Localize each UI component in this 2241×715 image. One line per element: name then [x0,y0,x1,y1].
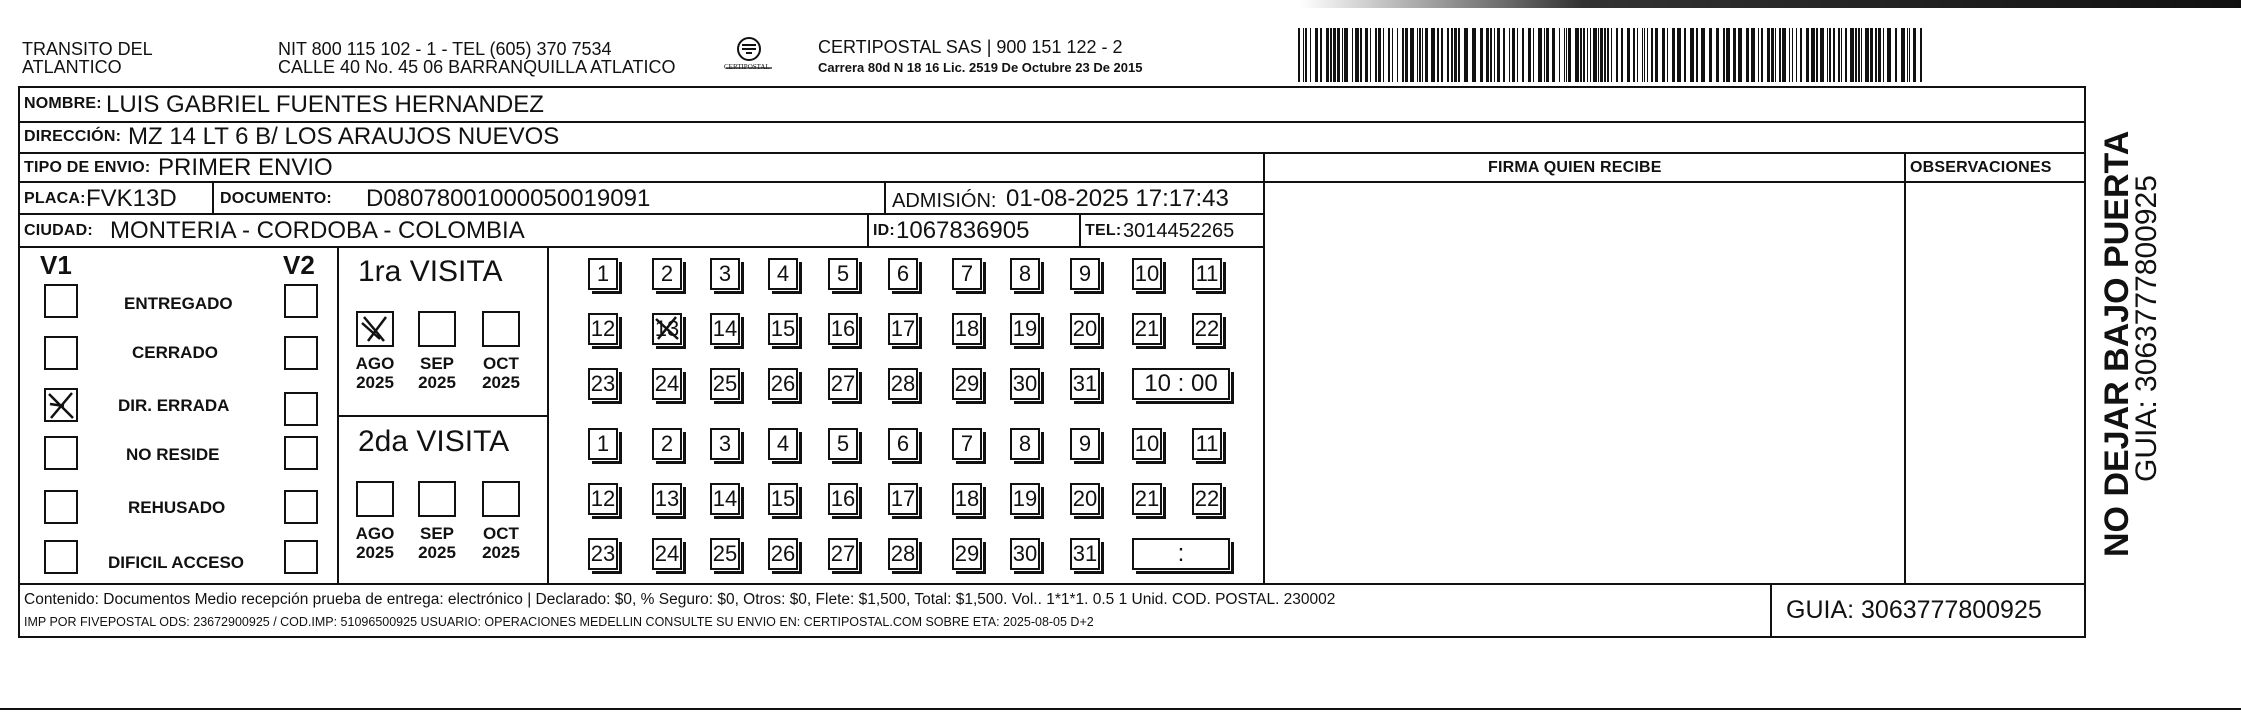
barcode-bar [1580,28,1582,82]
barcode-bar [1690,28,1694,82]
status-label: DIFICIL ACCESO [108,553,245,572]
barcode-bar [1746,28,1749,82]
day-box-9[interactable]: 9 [1070,258,1100,290]
barcode-bar [1392,28,1393,82]
barcode-bar [1464,28,1468,82]
tipo-envio-label: TIPO DE ENVIO: [24,159,151,176]
barcode-bar [1782,28,1786,82]
barcode-bar [1800,28,1802,82]
barcode-bar [1644,28,1645,82]
day-box-17[interactable]: 17 [888,483,918,515]
day-box-11[interactable]: 11 [1192,428,1222,460]
day-box-7[interactable]: 7 [952,258,982,290]
month-label: AGO [355,354,395,373]
status-label: CERRADO [132,343,218,362]
barcode-bar [1920,28,1922,82]
day-box-4[interactable]: 4 [768,258,798,290]
v2-checkbox[interactable] [284,490,318,524]
month-checkbox[interactable] [418,481,456,517]
day-box-31[interactable]: 31 [1070,538,1100,570]
day-box-1[interactable]: 1 [588,258,618,290]
placa-label: PLACA: [24,190,86,207]
day-box-30[interactable]: 30 [1010,368,1040,400]
month-year: 2025 [356,543,394,562]
row-divider-4 [18,213,1264,215]
day-box-13[interactable] [652,313,682,345]
v1-checkbox[interactable] [44,336,78,370]
barcode-bar [1878,28,1881,82]
barcode-bar [1568,28,1571,82]
day-box-18[interactable]: 18 [952,483,982,515]
barcode-bar [1604,28,1606,82]
month-year: 2025 [482,543,520,562]
barcode-bar [1667,28,1668,82]
barcode-bar [1767,28,1770,82]
barcode-bar [1566,28,1567,82]
no-dejar-notice: NO DEJAR BAJO PUERTA [2098,130,2136,557]
status-label: NO RESIDE [126,445,220,464]
v2-checkbox[interactable] [284,392,318,426]
barcode-bar [1633,28,1635,82]
barcode-bar [1410,28,1414,82]
barcode-bar [1716,28,1719,82]
barcode-bar [1388,28,1390,82]
barcode-bar [1677,28,1681,82]
day-box-5[interactable]: 5 [828,428,858,460]
barcode-bar [1344,28,1348,82]
barcode-bar [1751,28,1755,82]
barcode-bar [1672,28,1675,82]
month-checkbox[interactable] [482,311,520,347]
day-box-3[interactable]: 3 [710,428,740,460]
day-box-4[interactable]: 4 [768,428,798,460]
barcode-bar [1333,28,1336,82]
barcode-bar [1528,28,1531,82]
day-box-23[interactable]: 23 [588,368,618,400]
months-divider [547,246,549,583]
day-box-23[interactable]: 23 [588,538,618,570]
status-label: DIR. ERRADA [118,396,230,415]
barcode-bar [1326,28,1329,82]
barcode-bar [1472,28,1476,82]
barcode-bar [1360,28,1362,82]
day-box-19[interactable]: 19 [1010,483,1040,515]
barcode-bar [1538,28,1542,82]
day-box-25[interactable]: 25 [710,538,740,570]
barcode-bar [1820,28,1824,82]
barcode-bar [1583,28,1585,82]
month-checkbox[interactable] [356,481,394,517]
day-box-6[interactable]: 6 [888,258,918,290]
barcode-bar [1709,28,1712,82]
month-checkbox[interactable] [418,311,456,347]
barcode-bar [1512,28,1515,82]
month-year: 2025 [418,373,456,392]
footer-print-info: IMP POR FIVEPOSTAL ODS: 23672900925 / COD.IMP: 51096500925 USUARIO: OPERACIONES MEDELLIN CONSULTE SU ENVIO EN: CERTIPOSTAL.COM SOBRE ETA: 2025-08-05 D+2 [24,615,1094,629]
day-box-22[interactable]: 22 [1192,313,1222,345]
day-box-6[interactable]: 6 [888,428,918,460]
barcode-bar [1621,28,1623,82]
barcode-bar [1758,28,1759,82]
day-box-10[interactable]: 10 [1132,258,1162,290]
month-year: 2025 [418,543,456,562]
month-checkbox-checked[interactable] [356,311,394,347]
direccion-label: DIRECCIÓN: [24,128,122,145]
day-box-3[interactable]: 3 [710,258,740,290]
day-box-16[interactable]: 16 [828,313,858,345]
day-box-27[interactable]: 27 [828,538,858,570]
documento-label: DOCUMENTO: [220,190,332,207]
barcode-bar [1723,28,1725,82]
day-box-10[interactable]: 10 [1132,428,1162,460]
barcode-bar [1647,28,1648,82]
barcode-bar [1425,28,1428,82]
barcode-bar [1816,28,1818,82]
barcode-bar [1827,28,1828,82]
barcode-bar [1522,28,1524,82]
day-box-2[interactable]: 2 [652,258,682,290]
tel-label: TEL: [1085,222,1122,239]
carrier-line: CERTIPOSTAL SAS | 900 151 122 - 2 [818,37,1123,57]
barcode-bar [1865,28,1869,82]
day-box-5[interactable]: 5 [828,258,858,290]
obs-divider [1904,152,1906,583]
logo-text: CERTIPOSTAL [724,63,770,71]
org-name-line1: TRANSITO DEL [22,39,153,59]
ciudad-label: CIUDAD: [24,222,93,239]
v1-label: V1 [40,250,72,280]
day-box-29[interactable]: 29 [952,538,982,570]
barcode-bar [1775,28,1776,82]
barcode-bar [1858,28,1860,82]
day-number: 13 [654,316,680,341]
month-label: OCT [483,354,519,373]
barcode-bar [1696,28,1698,82]
barcode-bar [1655,28,1658,82]
barcode-bar [1901,28,1905,82]
barcode-bar [1611,28,1612,82]
month-year: 2025 [482,373,520,392]
side-guia: GUIA: 3063777800925 [2130,175,2163,482]
barcode-bar [1761,28,1763,82]
firma-divider [1263,152,1265,583]
barcode-bar [1855,28,1857,82]
row-divider-3 [18,181,2086,183]
month-label: AGO [355,524,395,543]
v2-checkbox[interactable] [284,284,318,318]
top-edge-strip [1300,0,2241,8]
status-label: ENTREGADO [124,294,233,313]
barcode-bar [1305,28,1307,82]
barcode-bar [1397,28,1398,82]
day-box-22[interactable]: 22 [1192,483,1222,515]
barcode-bar [1796,28,1797,82]
footer-contents: Contenido: Documentos Medio recepción prueba de entrega: electrónico | Declarado: $0, % Seguro: $0, Otros: $0, Flete: $1,500, Total: $1,500. Vol.. 1*1*1. 0.5 1 Unid. COD. POSTAL. 230002 [24,591,1336,608]
barcode-bar [1503,28,1505,82]
barcode-bar [1779,28,1781,82]
barcode-bar [1841,28,1842,82]
barcode-bar [1337,28,1340,82]
barcode-bar [1651,28,1653,82]
row-divider-5 [18,246,1264,248]
bottom-divider [18,583,2086,585]
address-line: CALLE 40 No. 45 06 BARRANQUILLA ATLATICO [278,57,676,77]
day-box-17[interactable]: 17 [888,313,918,345]
barcode-bar [1402,28,1404,82]
barcode-bar [1838,28,1840,82]
v1-checkbox[interactable] [44,436,78,470]
v2-checkbox[interactable] [284,540,318,574]
barcode-bar [1907,28,1908,82]
id-divider [867,213,869,246]
id-label: ID: [873,222,895,239]
barcode-bar [1480,28,1483,82]
barcode-bar [1419,28,1421,82]
barcode [1298,28,1928,82]
nombre-label: NOMBRE: [24,95,102,112]
day-box-9[interactable]: 9 [1070,428,1100,460]
visit-title: 1ra VISITA [358,255,503,288]
barcode-bar [1607,28,1609,82]
placa-divider [212,181,214,213]
barcode-bar [1310,28,1311,82]
barcode-bar [1378,28,1381,82]
barcode-bar [1431,28,1435,82]
barcode-bar [1383,28,1384,82]
day-box-15[interactable]: 15 [768,483,798,515]
barcode-bar [1738,28,1742,82]
v2-label: V2 [283,250,315,280]
barcode-bar [1458,28,1460,82]
barcode-bar [1590,28,1591,82]
barcode-bar [1913,28,1916,82]
visit-separator [338,415,548,417]
barcode-bar [1342,28,1343,82]
barcode-bar [1417,28,1418,82]
tipo-envio-value: PRIMER ENVIO [158,154,333,181]
barcode-bar [1829,28,1831,82]
day-box-24[interactable]: 24 [652,368,682,400]
barcode-bar [1517,28,1518,82]
nit-line: NIT 800 115 102 - 1 - TEL (605) 370 7534 [278,39,612,59]
barcode-bar [1320,28,1322,82]
barcode-bar [1883,28,1884,82]
handwritten-x-icon [46,390,76,420]
barcode-bar [1447,28,1449,82]
barcode-bar [1509,28,1510,82]
barcode-bar [1533,28,1534,82]
v1-checkbox[interactable] [44,490,78,524]
barcode-bar [1811,28,1815,82]
barcode-bar [1564,28,1565,82]
day-box-14[interactable]: 14 [710,483,740,515]
month-label: SEP [419,354,455,373]
logo-icon [718,36,780,80]
v1-checkbox-checked[interactable] [44,388,78,422]
day-box-12[interactable]: 12 [588,313,618,345]
barcode-bar [1375,28,1377,82]
time-box[interactable]: 10 : 00 [1132,368,1230,400]
visit-title: 2da VISITA [358,425,510,458]
month-label: OCT [483,524,519,543]
barcode-bar [1642,28,1643,82]
barcode-bar [1315,28,1318,82]
barcode-bar [1587,28,1588,82]
month-year: 2025 [356,373,394,392]
barcode-bar [1701,28,1705,82]
nombre-value: LUIS GABRIEL FUENTES HERNANDEZ [106,91,544,118]
barcode-bar [1887,28,1891,82]
handwritten-x-icon [358,313,392,345]
barcode-bar [1330,28,1332,82]
day-box-13[interactable]: 13 [652,483,682,515]
day-box-24[interactable]: 24 [652,538,682,570]
barcode-bar [1559,28,1560,82]
barcode-bar [1298,28,1300,82]
barcode-bar [1733,28,1736,82]
day-box-18[interactable]: 18 [952,313,982,345]
time-box[interactable]: : [1132,538,1230,570]
handwritten-x-icon [652,313,682,343]
barcode-bar [1771,28,1774,82]
barcode-bar [1616,28,1618,82]
barcode-bar [1593,28,1597,82]
placa-value: FVK13D [86,185,177,212]
barcode-bar [1546,28,1549,82]
barcode-bar [1600,28,1603,82]
admision-value: 01-08-2025 17:17:43 [1006,185,1229,212]
barcode-bar [1303,28,1304,82]
direccion-value: MZ 14 LT 6 B/ LOS ARAUJOS NUEVOS [128,123,560,150]
v1-checkbox[interactable] [44,540,78,574]
barcode-bar [1486,28,1489,82]
day-box-12[interactable]: 12 [588,483,618,515]
v1-checkbox[interactable] [44,284,78,318]
admision-divider [884,181,886,213]
id-value: 1067836905 [896,217,1030,244]
day-box-30[interactable]: 30 [1010,538,1040,570]
barcode-bar [1454,28,1457,82]
barcode-bar [1637,28,1638,82]
day-box-7[interactable]: 7 [952,428,982,460]
barcode-bar [1789,28,1790,82]
barcode-bar [1850,28,1854,82]
barcode-bar [1845,28,1847,82]
barcode-bar [1494,28,1495,82]
month-label: SEP [419,524,455,543]
barcode-bar [1598,28,1599,82]
admision-label: ADMISIÓN: [892,190,997,212]
day-box-11[interactable]: 11 [1192,258,1222,290]
day-box-25[interactable]: 25 [710,368,740,400]
day-box-19[interactable]: 19 [1010,313,1040,345]
day-box-26[interactable]: 26 [768,538,798,570]
documento-value: D08078001000050019091 [366,185,651,212]
ciudad-value: MONTERIA - CORDOBA - COLOMBIA [110,217,525,244]
guia-box-divider [1770,583,1772,638]
day-box-21[interactable]: 21 [1132,483,1162,515]
tel-divider [1079,213,1081,246]
day-box-28[interactable]: 28 [888,368,918,400]
barcode-bar [1370,28,1371,82]
barcode-bar [1895,28,1897,82]
v2-checkbox[interactable] [284,336,318,370]
barcode-bar [1497,28,1500,82]
day-box-14[interactable]: 14 [710,313,740,345]
status-divider [337,246,339,583]
day-box-16[interactable]: 16 [828,483,858,515]
day-box-21[interactable]: 21 [1132,313,1162,345]
barcode-bar [1355,28,1359,82]
barcode-bar [1792,28,1793,82]
barcode-bar [1806,28,1809,82]
org-name-line2: ATLANTICO [22,57,122,77]
barcode-bar [1405,28,1408,82]
firma-header: FIRMA QUIEN RECIBE [1488,159,1662,176]
barcode-bar [1875,28,1877,82]
barcode-bar [1909,28,1910,82]
day-box-31[interactable]: 31 [1070,368,1100,400]
barcode-bar [1365,28,1368,82]
barcode-bar [1441,28,1443,82]
day-box-8[interactable]: 8 [1010,428,1040,460]
day-box-15[interactable]: 15 [768,313,798,345]
barcode-bar [1352,28,1353,82]
day-box-8[interactable]: 8 [1010,258,1040,290]
barcode-bar [1437,28,1439,82]
day-box-20[interactable]: 20 [1070,313,1100,345]
barcode-bar [1726,28,1730,82]
barcode-bar [1552,28,1555,82]
barcode-bar [1422,28,1423,82]
day-box-20[interactable]: 20 [1070,483,1100,515]
barcode-bar [1544,28,1545,82]
day-box-27[interactable]: 27 [828,368,858,400]
day-box-28[interactable]: 28 [888,538,918,570]
tel-value: 3014452265 [1123,220,1235,242]
carrier-license: Carrera 80d N 18 16 Lic. 2519 De Octubre 23 De 2015 [818,60,1143,75]
status-label: REHUSADO [128,498,226,517]
v2-checkbox[interactable] [284,436,318,470]
barcode-bar [1627,28,1630,82]
barcode-bar [1684,28,1686,82]
day-box-29[interactable]: 29 [952,368,982,400]
barcode-bar [1575,28,1579,82]
certipostal-logo [718,36,780,80]
day-box-2[interactable]: 2 [652,428,682,460]
barcode-bar [1833,28,1835,82]
guia-box: GUIA: 3063777800925 [1786,596,2042,624]
bottom-rule [0,708,2241,710]
day-box-26[interactable]: 26 [768,368,798,400]
barcode-bar [1870,28,1873,82]
barcode-bar [1451,28,1453,82]
barcode-bar [1490,28,1492,82]
barcode-bar [1662,28,1665,82]
barcode-bar [1861,28,1862,82]
day-box-1[interactable]: 1 [588,428,618,460]
observaciones-header: OBSERVACIONES [1910,159,2052,176]
month-checkbox[interactable] [482,481,520,517]
